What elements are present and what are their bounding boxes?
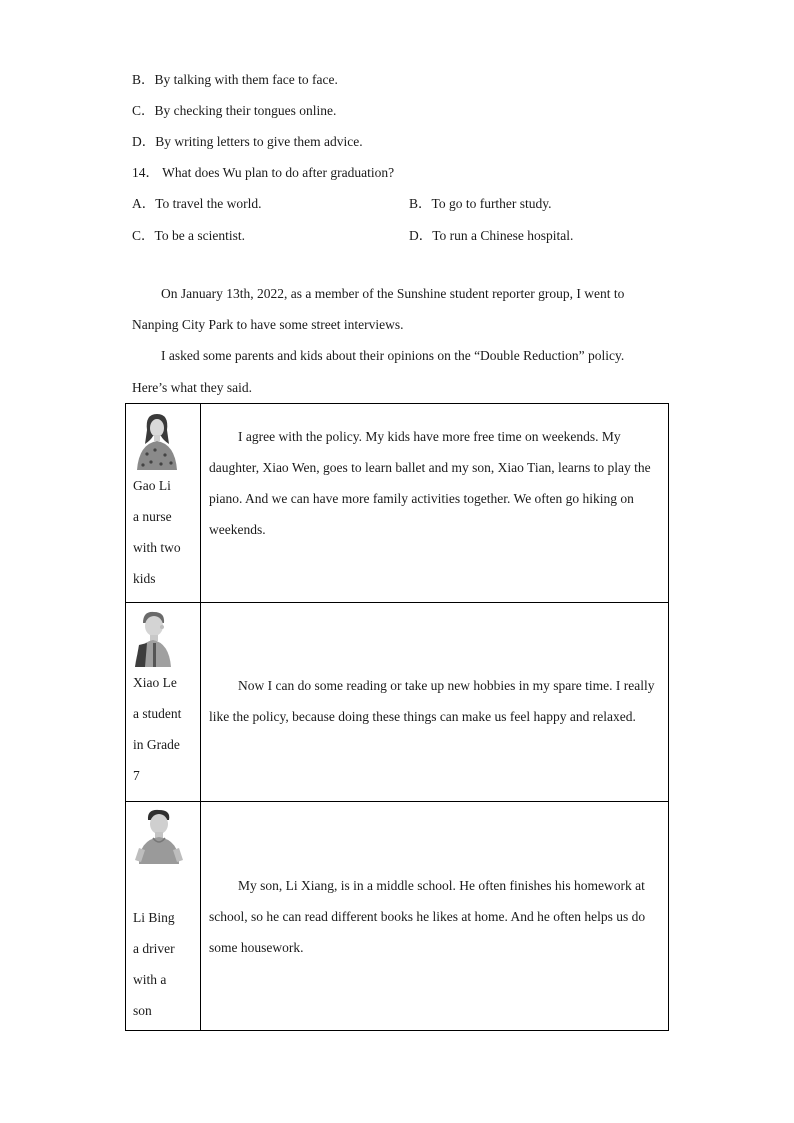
interviewee-role: a nurse [133, 509, 172, 524]
interviewee-name: Xiao Le [133, 675, 177, 690]
interview-row [126, 404, 669, 603]
quote-cell [201, 404, 669, 603]
interviewee-role: in Grade [133, 737, 180, 752]
interview-quote: My son, Li Xiang, is in a middle school. He often finishes his homework at school, so he can read different books he likes at home. And he often helps us do some housework. [209, 877, 646, 955]
interview-quote: I agree with the policy. My kids have more free time on weekends. My daughter, Xiao Wen, goes to learn ballet and my son, Xiao Tian, learns to play the piano. And we can have more family activities together. We often go hiking on weekends. [209, 429, 651, 537]
passage-intro-line-1: On January 13th, 2022, as a member of the Sunshine student reporter group, I went to [161, 286, 625, 301]
woman-avatar-icon [133, 410, 179, 470]
q14-option-d: D．To run a Chinese hospital. [409, 228, 574, 243]
interviewee-role: with two [133, 540, 181, 555]
boy-student-avatar-icon [133, 609, 173, 667]
interviewee-cell [126, 802, 201, 1031]
q14-stem: 14． What does Wu plan to do after graduation? [132, 165, 395, 180]
interviewee-cell [126, 603, 201, 802]
q13-option-b: B．By talking with them face to face. [132, 72, 338, 87]
interviewee-role: a student [133, 706, 182, 721]
interviewee-name: Gao Li [133, 478, 171, 493]
quote-cell [201, 603, 669, 802]
passage-intro-line-4: Here’s what they said. [132, 380, 252, 395]
interviewee-role: 7 [133, 768, 140, 783]
interviewee-role: kids [133, 571, 156, 586]
passage-intro-line-3: I asked some parents and kids about their opinions on the “Double Reduction” policy. [161, 348, 625, 363]
q14-option-c: C．To be a scientist. [132, 228, 246, 243]
interviewee-role: son [133, 1003, 152, 1018]
interview-row [126, 603, 669, 802]
interviewee-role: with a [133, 972, 167, 987]
quote-cell [201, 802, 669, 1031]
q14-option-b: B．To go to further study. [409, 196, 552, 211]
interview-quote: Now I can do some reading or take up new hobbies in my spare time. I really like the policy, because doing these things can make us feel happy and relaxed. [209, 677, 655, 724]
man-avatar-icon [133, 808, 185, 864]
interviewee-name: Li Bing [133, 910, 175, 925]
passage-intro-line-2: Nanping City Park to have some street interviews. [132, 317, 404, 332]
interview-table [125, 403, 669, 1031]
interview-row [126, 802, 669, 1031]
interviewee-cell [126, 404, 201, 603]
q14-option-a: A．To travel the world. [132, 196, 262, 211]
q13-option-c: C．By checking their tongues online. [132, 103, 337, 118]
q13-option-d: D．By writing letters to give them advice. [132, 134, 363, 149]
interviewee-role: a driver [133, 941, 175, 956]
